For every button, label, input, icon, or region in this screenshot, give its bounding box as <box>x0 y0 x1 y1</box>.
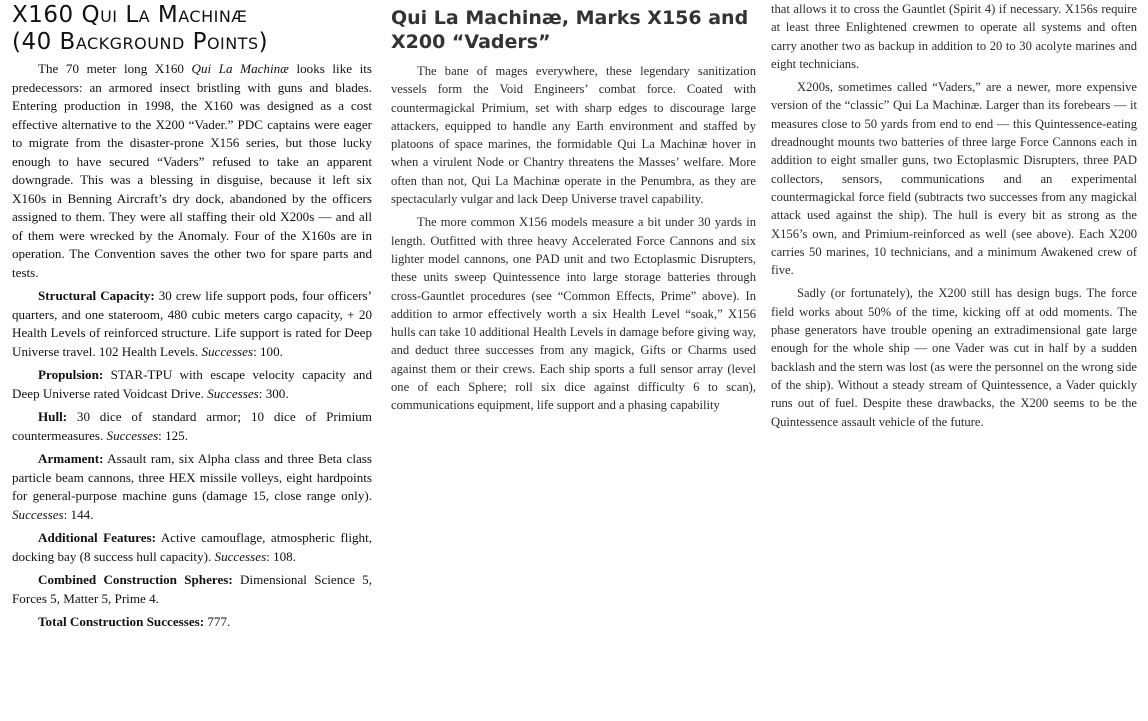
armament-label: Armament: <box>38 451 104 466</box>
hull-label: Hull: <box>38 409 68 424</box>
heading-model: X160 <box>12 2 82 28</box>
construction-spheres-label: Combined Construction Spheres: <box>38 572 233 587</box>
additional-features-text: Active camouflage, atmospheric flight, docking bay (8 success hull capacity). <box>12 530 372 564</box>
qui-la-machinae-heading <box>391 6 756 54</box>
left-column <box>12 0 372 637</box>
armament-entry <box>12 450 372 524</box>
x200-design-bugs-paragraph: Sadly (or fortunately), the X200 still has design bugs. The force field works about 50% of the time, kicking off at odd moments. The phase generators have trouble opening an extradimensional gate large enough for the whole ship — one Vader was cut in half by a sudden backlash and the stern was lost (as were the personnel on the wrong side of the ship). Without a steady stream of Quintessence, a Vader quickly runs out of fuel. Despite these drawbacks, the X200 seems to be the Quintessence assault vehicle of the future. <box>771 286 1137 429</box>
middle-column <box>391 0 756 420</box>
construction-spheres-entry <box>12 571 372 608</box>
structural-capacity-text: 30 crew life support pods, four officers’ quarters, and one stateroom, 480 cubic meters cargo capacity, + 20 Health Levels of reinforced structure. Life support is rated for Deep Universe travel. 102 Health Levels. <box>12 288 372 359</box>
armament-successes-label: Successes <box>12 506 64 522</box>
x156-models-paragraph: The more common X156 models measure a bit under 30 yards in length. Outfitted with three heavy Accelerated Force Cannons and six lighter model cannons, one PAD unit and two Ectoplasmic Disrupters, these units sweep Quintessence into large storage batteries through cross-Gauntlet procedures (see “Common Effects, Prime” above). In addition to armor effectively worth a six Health Level “soak,” X156 hulls can take 10 additional Health Levels in damage before giving way, and deduct three successes from any magick, Gifts or Charms used against them or their crews. Each ship sports a full sensor array (level one of each Sphere; roll six dice against difficulty 6 to scan), communications equipment, life support and a phasing capability <box>391 215 756 413</box>
heading-line-2: X200 “Vaders” <box>391 31 551 53</box>
propulsion-entry <box>12 366 372 403</box>
structural-capacity-entry <box>12 287 372 361</box>
structural-capacity-label: Structural Capacity: <box>38 288 155 303</box>
hull-entry <box>12 408 372 445</box>
additional-features-label: Additional Features: <box>38 530 156 545</box>
x160-heading <box>12 2 372 56</box>
intro-text-start: The 70 meter long X160 <box>38 61 192 76</box>
construction-spheres-text: Dimensional Science 5, Forces 5, Matter 5, Prime 4. <box>12 572 372 606</box>
x200-vaders-paragraph: X200s, sometimes called “Vaders,” are a newer, more expensive version of the “classic” Qui La Machinæ. Larger than its forebears — it measures close to 50 yards from end to end — this Quintessence-eating dreadnought mounts two batteries of three large Force Cannons each in addition to eight smaller guns, two Ectoplasmic Disrupters, three PAD collectors, sensors, communications and an experimental countermagickal force field (subtracts two successes from any magickal attack used against the ship). The hull is every bit as strong as the X156’s own, and Primium-reinforced as well (see above). Each X200 carries 50 marines, 10 technicians, and a minimum Awakened crew of five. <box>771 80 1137 278</box>
total-successes-entry <box>12 613 372 632</box>
x156-continued-paragraph: that allows it to cross the Gauntlet (Spirit 4) if necessary. X156s require at least three Enlightened crewmen to operate all systems and often carry another two as backup in addition to 20 to 30 acolyte marines and eight technicians. <box>771 2 1137 71</box>
total-successes-label: Total Construction Successes: <box>38 614 205 629</box>
total-successes-value: 777. <box>204 614 231 629</box>
propulsion-label: Propulsion: <box>38 367 104 382</box>
heading-line-1: Qui La Machinæ, Marks X156 and <box>391 7 749 29</box>
propulsion-text: STAR-TPU with escape velocity capacity and Deep Universe rated Voidcast Drive. <box>12 367 372 401</box>
additional-features-entry <box>12 529 372 566</box>
armament-text: Assault ram, six Alpha class and three Beta class particle beam cannons, three HEX missile volleys, eight hardpoints for general-purpose machine guns (damage 15, close range only). <box>12 451 372 503</box>
hull-successes-label: Successes <box>106 427 159 443</box>
propulsion-successes-label: Successes <box>207 385 259 401</box>
heading-points: (40 Background Points) <box>12 29 269 55</box>
features-successes-label: Successes <box>214 548 267 564</box>
heading-name: Qui La Machinæ <box>81 2 248 28</box>
hull-text: 30 dice of standard armor; 10 dice of Primium countermeasures. <box>12 409 372 443</box>
features-successes-value: : 108. <box>266 548 296 564</box>
armament-successes-value: : 144. <box>63 506 94 522</box>
hull-successes-value: : 125. <box>158 427 188 443</box>
intro-text-rest: looks like its predecessors: an armored insect bristling with guns and blades. Entering production in 1998, the X160 was designed as a cost effective alternative to the X200 “Vader.” PDC captains were eager to migrate from the disaster-prone X156 series, but those lucky enough to have secured “Vaders” refused to take an apparent downgrade. This was a blessing in disguise, because it left six X160s in Benning Aircraft’s dry dock, abandoned by the officers assigned to them. They were all staffing their old X200s — and all of them were wrecked by the Anomaly. Four of the X160s are in operation. The Convention saves the other two for spare parts and tests. <box>12 61 373 280</box>
intro-emphasis: Qui La Machinæ <box>191 61 289 76</box>
x160-intro-paragraph <box>12 60 372 282</box>
structural-successes-value: : 100. <box>253 343 283 359</box>
structural-successes-label: Successes <box>201 343 254 359</box>
right-column <box>771 0 1137 436</box>
sanitization-vessels-paragraph: The bane of mages everywhere, these legendary sanitization vessels form the Void Engineers’ combat force. Coated with countermagickal Primium, set with sharp edges to discourage large attackers, equipped to handle any Earth environment and staffed by platoons of space marines, the formidable Qui La Machinæ hover in when a virulent Node or Chantry threatens the Masses’ welfare. More often than not, Qui La Machinæ operate in the Penumbra, as they are spectacularly vulgar and lack Deep Universe travel capability. <box>391 64 756 207</box>
propulsion-successes-value: : 300. <box>258 385 289 401</box>
